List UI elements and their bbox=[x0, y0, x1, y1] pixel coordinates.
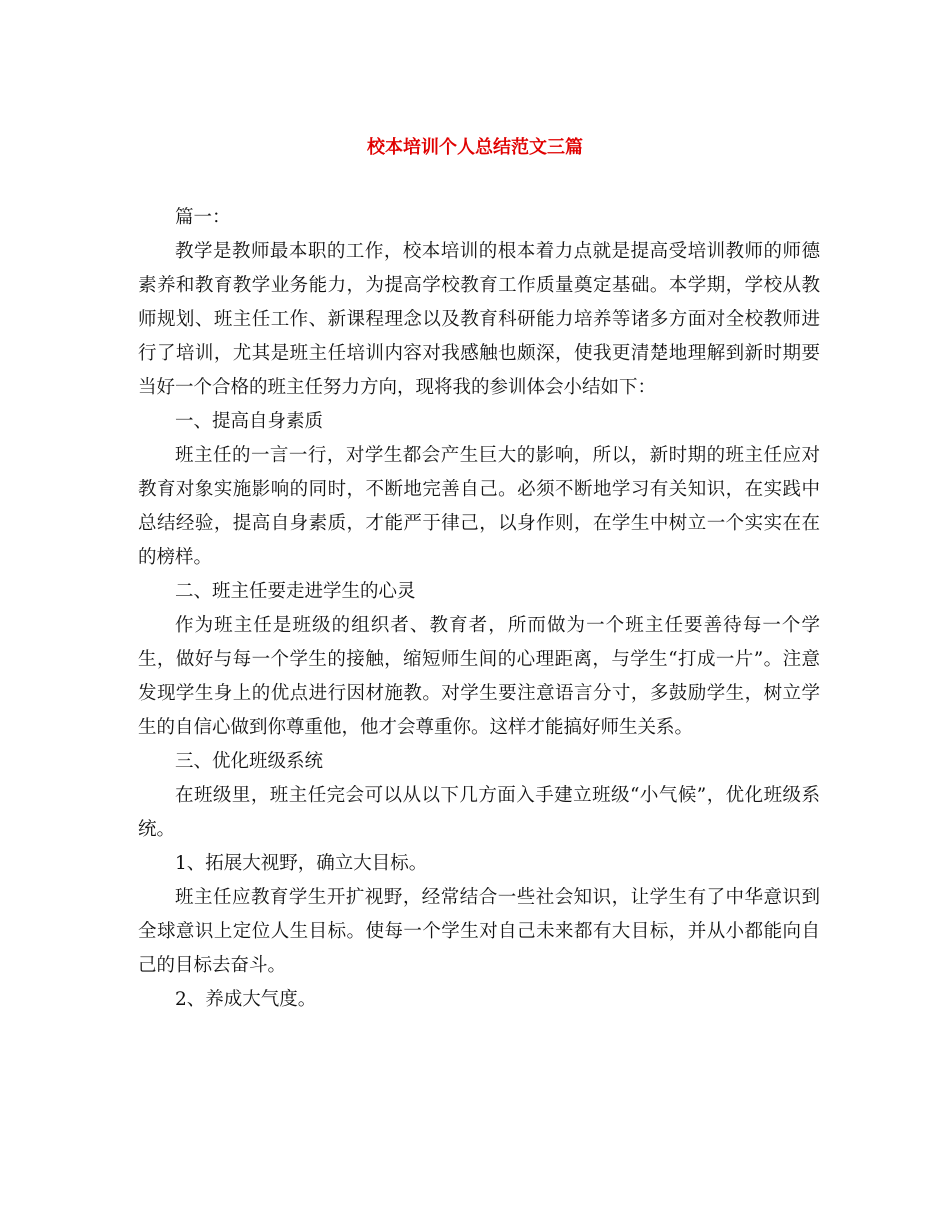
paragraph: 班主任应教育学生开扩视野，经常结合一些社会知识，让学生有了中华意识到全球意识上定位人生目标。使每一个学生对自己未来都有大目标，并从小都能向自己的目标去奋斗。 bbox=[138, 887, 820, 976]
paragraph: 班主任的一言一行，对学生都会产生巨大的影响，所以，新时期的班主任应对教育对象实施影响的同时，不断地完善自己。必须不断地学习有关知识，在实践中总结经验，提高自身素质，才能严于律己，以身作则，在学生中树立一个实实在在的榜样。 bbox=[138, 445, 820, 568]
subheading-1: 1、拓展大视野，确立大目标。 bbox=[175, 853, 428, 874]
paragraph: 教学是教师最本职的工作，校本培训的根本着力点就是提高受培训教师的师德素养和教育教学业务能力，为提高学校教育工作质量奠定基础。本学期，学校从教师规划、班主任工作、新课程理念以及教育科研能力培养等诸多方面对全校教师进行了培训，尤其是班主任培训内容对我感触也颇深，使我更清楚地理解到新时期要当好一个合格的班主任努力方向，现将我的参训体会小结如下： bbox=[138, 241, 820, 398]
section-label: 篇一： bbox=[175, 207, 231, 228]
heading-1: 一、提高自身素质 bbox=[175, 411, 324, 432]
document-title: 校本培训个人总结范文三篇 bbox=[367, 137, 583, 158]
subheading-2: 2、养成大气度。 bbox=[175, 989, 317, 1010]
document-body bbox=[138, 201, 820, 1017]
paragraph: 作为班主任是班级的组织者、教育者，所而做为一个班主任要善待每一个学生，做好与每一个学生的接触，缩短师生间的心理距离，与学生“打成一片”。注意发现学生身上的优点进行因材施教。对学生要注意语言分寸，多鼓励学生，树立学生的自信心做到你尊重他，他才会尊重你。这样才能搞好师生关系。 bbox=[138, 615, 820, 738]
heading-3: 三、优化班级系统 bbox=[175, 751, 324, 772]
heading-2: 二、班主任要走进学生的心灵 bbox=[175, 581, 416, 602]
paragraph: 在班级里，班主任完会可以从以下几方面入手建立班级“小气候”，优化班级系统。 bbox=[138, 785, 820, 840]
